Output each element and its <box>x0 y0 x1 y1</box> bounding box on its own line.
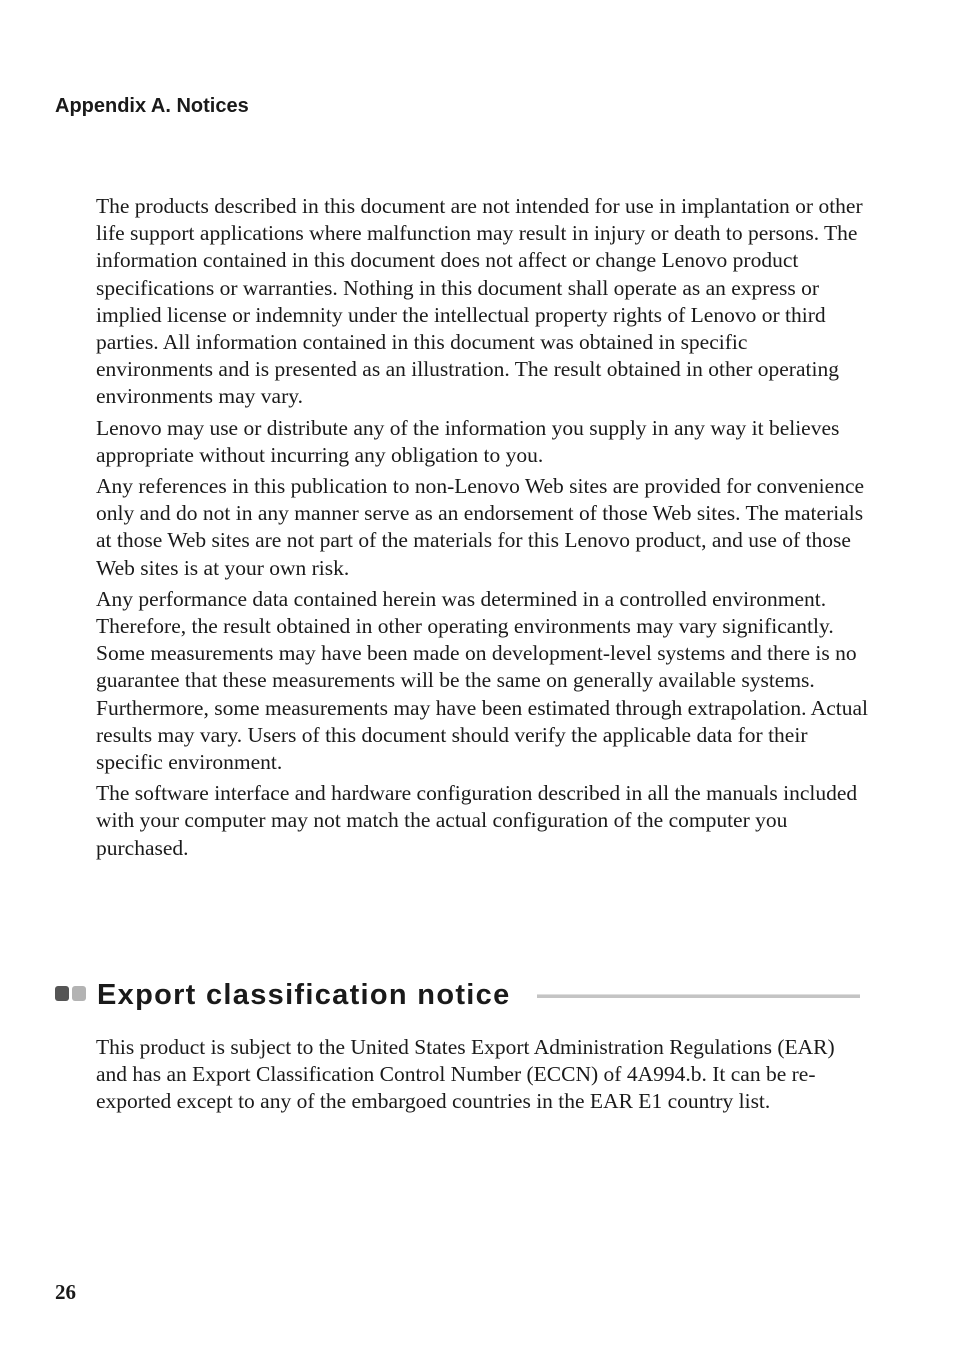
paragraph-software-interface: The software interface and hardware configuration described in all the manuals included with your computer may not match the actual configuration of the computer you purchased. <box>96 781 858 860</box>
notices-body <box>96 193 868 866</box>
bullet-dark-icon <box>55 986 69 1001</box>
bullet-light-icon <box>72 986 86 1001</box>
paragraph-information-use: Lenovo may use or distribute any of the information you supply in any way it believes appropriate without incurring any obligation to you. <box>96 415 840 467</box>
export-body <box>96 1034 868 1116</box>
heading-rule <box>537 994 860 998</box>
paragraph-performance-data: Any performance data contained herein was determined in a controlled environment. Therefore, the result obtained in other operating environments may vary significantly. Some measurements may have been made on development-level systems and there is no guarantee that these measurements will be the same on generally available systems. Furthermore, some measurements may have been estimated through extrapolation. Actual results may vary. Users of this document should verify the applicable data for their specific environment. <box>96 586 868 775</box>
page-number: 26 <box>55 1280 76 1304</box>
paragraph-life-support: The products described in this document are not intended for use in implantation or other life support applications where malfunction may result in injury or death to persons. The information contained in this document does not affect or change Lenovo product specifications or warranties. Nothing in this document shall operate as an express or implied license or indemnity under the intellectual property rights of Lenovo or third parties. All information contained in this document was obtained in specific environments and is presented as an illustration. The result obtained in other operating environments may vary. <box>96 194 863 409</box>
export-heading-title: Export classification notice <box>97 979 511 1011</box>
running-header: Appendix A. Notices <box>55 95 249 117</box>
paragraph-export-notice: This product is subject to the United States Export Administration Regulations (EAR) and has an Export Classification Control Number (ECCN) of 4A994.b. It can be re-exported except to any of the embargoed countries in the EAR E1 country list. <box>96 1035 835 1114</box>
export-section-heading <box>55 974 860 1016</box>
paragraph-web-sites: Any references in this publication to non-Lenovo Web sites are provided for convenience only and do not in any manner serve as an endorsement of those Web sites. The materials at those Web sites are not part of the materials for this Lenovo product, and use of those Web sites is at your own risk. <box>96 474 865 580</box>
